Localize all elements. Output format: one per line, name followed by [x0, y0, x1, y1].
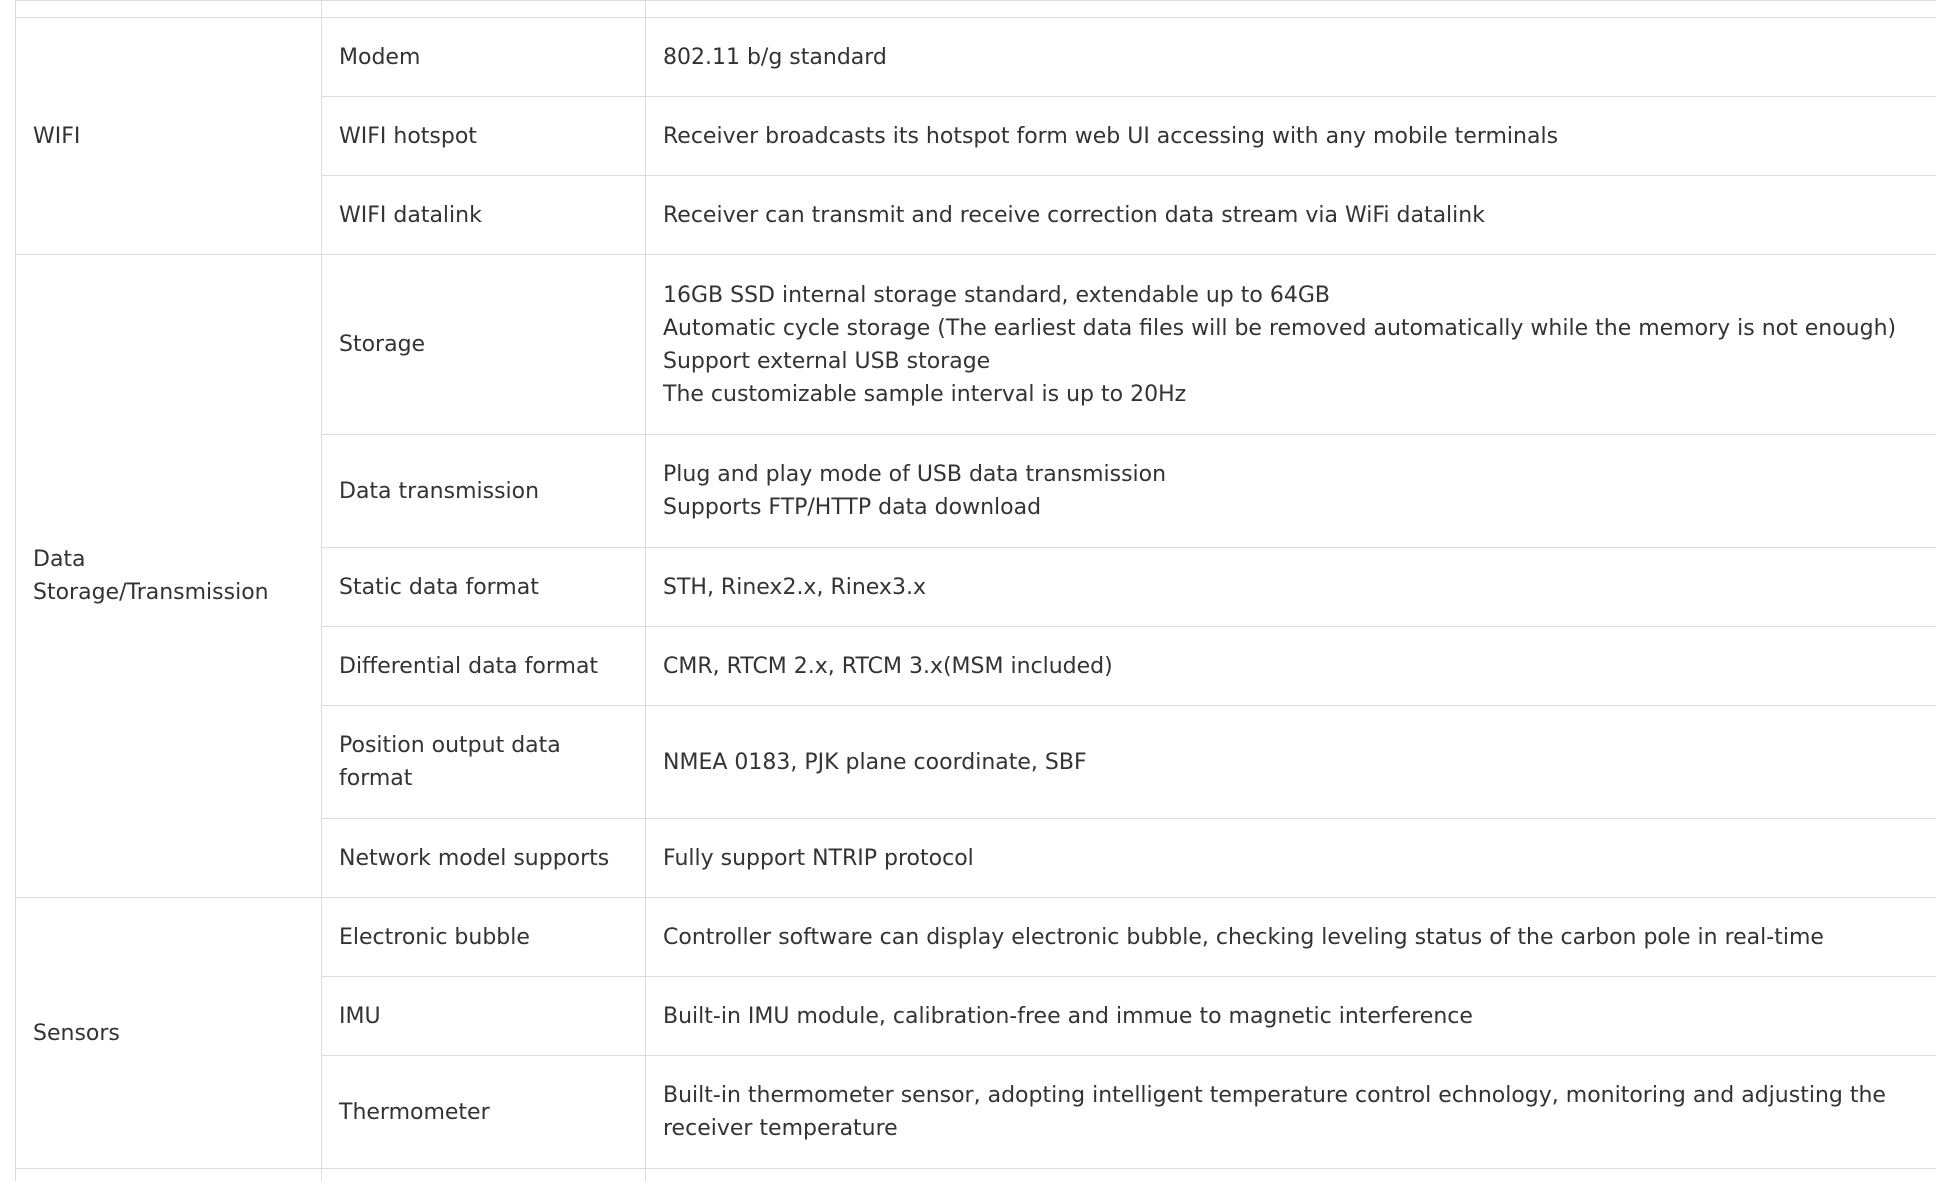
spec-value-line: Built-in thermometer sensor, adopting intelligent temperature control echnology, monitoring and adjusting the receiver temperature — [663, 1083, 1886, 1141]
spec-value-cell — [646, 898, 1937, 977]
spec-value-line: 16GB SSD internal storage standard, extendable up to 64GB — [663, 282, 1330, 308]
spec-item-cell — [322, 977, 646, 1056]
spec-value-line: Built-in IMU module, calibration-free and immue to magnetic interference — [663, 1003, 1473, 1029]
spec-value-line: NMEA 0183, PJK plane coordinate, SBF — [663, 749, 1087, 775]
spec-value-cell — [646, 255, 1937, 435]
spec-category-label: WIFI — [33, 123, 81, 149]
spec-item-cell — [322, 435, 646, 548]
spec-item-cell — [322, 97, 646, 176]
spec-item-label: Position output data format — [339, 733, 561, 791]
spec-value-line: 802.11 b/g standard — [663, 44, 887, 70]
spec-value-cell — [646, 176, 1937, 255]
spec-item-cell — [322, 898, 646, 977]
spec-cell-empty — [16, 1, 322, 18]
spec-value-cell — [646, 977, 1937, 1056]
spec-cell-empty — [646, 1, 1937, 18]
spec-category-label: Sensors — [33, 1020, 120, 1046]
spec-row — [16, 255, 1937, 435]
spec-item-cell — [322, 706, 646, 819]
spec-item-cell — [322, 548, 646, 627]
spec-table-body — [16, 1, 1937, 1181]
spec-item-cell — [322, 18, 646, 97]
spec-cell-empty — [322, 1169, 646, 1181]
spec-item-label: Storage — [339, 332, 426, 357]
spec-value-line: The customizable sample interval is up to 20Hz — [663, 381, 1187, 407]
spec-value-line: Supports FTP/HTTP data download — [663, 495, 1042, 520]
spec-value-line: CMR, RTCM 2.x, RTCM 3.x(MSM included) — [663, 653, 1113, 679]
spec-item-label: Thermometer — [339, 1099, 490, 1125]
spec-row — [16, 18, 1937, 97]
spec-category-cell — [16, 898, 322, 1169]
spec-item-cell — [322, 819, 646, 898]
spec-value-cell — [646, 819, 1937, 898]
spec-category-cell — [16, 255, 322, 898]
spec-item-label: Electronic bubble — [339, 924, 530, 950]
spec-value-line: Receiver broadcasts its hotspot form web UI accessing with any mobile terminals — [663, 123, 1559, 149]
spec-item-cell — [322, 1056, 646, 1169]
spec-value-line: Controller software can display electronic bubble, checking leveling status of the carbon pole in real-time — [663, 924, 1824, 950]
spec-row-partial-top — [16, 1, 1937, 18]
spec-row-partial-bottom — [16, 1169, 1937, 1181]
spec-table — [15, 0, 1936, 1181]
spec-item-cell — [322, 255, 646, 435]
spec-value-cell — [646, 627, 1937, 706]
spec-value-line: Support external USB storage — [663, 348, 991, 374]
spec-value-line: Fully support NTRIP protocol — [663, 845, 974, 871]
spec-cell-empty — [322, 1, 646, 18]
spec-row — [16, 898, 1937, 977]
spec-value-line: Receiver can transmit and receive correction data stream via WiFi datalink — [663, 202, 1485, 228]
spec-value-cell — [646, 548, 1937, 627]
spec-item-cell — [322, 176, 646, 255]
spec-value-line: Plug and play mode of USB data transmission — [663, 462, 1167, 487]
spec-item-label: Static data format — [339, 574, 539, 600]
spec-item-cell — [322, 627, 646, 706]
spec-cell-empty — [16, 1169, 322, 1181]
spec-value-cell — [646, 435, 1937, 548]
spec-item-label: Data transmission — [339, 478, 540, 504]
spec-category-label: Data Storage/Transmission — [33, 547, 269, 605]
spec-table-container — [15, 0, 1936, 1181]
spec-value-line: Automatic cycle storage (The earliest data files will be removed automatically while the memory is not enough) — [663, 315, 1897, 341]
spec-value-cell — [646, 706, 1937, 819]
spec-value-cell — [646, 1056, 1937, 1169]
spec-value-cell — [646, 18, 1937, 97]
spec-item-label: IMU — [339, 1003, 381, 1029]
spec-cell-empty — [646, 1169, 1937, 1181]
spec-item-label: Network model supports — [339, 845, 610, 871]
spec-value-line: STH, Rinex2.x, Rinex3.x — [663, 574, 926, 600]
spec-item-label: Differential data format — [339, 653, 599, 679]
spec-item-label: WIFI hotspot — [339, 123, 477, 149]
spec-item-label: Modem — [339, 44, 421, 70]
spec-category-cell — [16, 18, 322, 255]
spec-value-cell — [646, 97, 1937, 176]
spec-item-label: WIFI datalink — [339, 202, 482, 228]
